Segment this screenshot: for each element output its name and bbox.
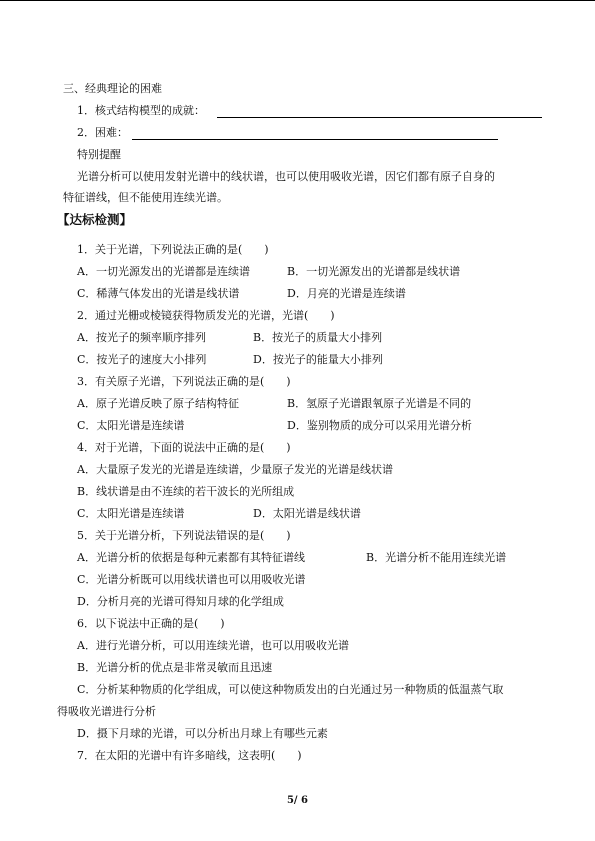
q7-stem: 7．在太阳的光谱中有许多暗线，这表明( )	[77, 749, 302, 762]
q3-option-b: B．氢原子光谱跟氧原子光谱是不同的	[287, 397, 472, 410]
header-rule	[0, 0, 595, 1]
q1-stem: 1．关于光谱，下列说法正确的是( )	[77, 243, 269, 256]
q5-option-b: B．光谱分析不能用连续光谱	[366, 551, 507, 564]
page-number: 5/ 6	[286, 795, 309, 806]
q2-stem: 2．通过光栅或棱镜获得物质发光的光谱，光谱( )	[77, 309, 335, 322]
q1-option-c: C．稀薄气体发出的光谱是线状谱	[77, 287, 240, 300]
q4-stem: 4．对于光谱，下面的说法中正确的是( )	[77, 441, 291, 454]
q5-option-c: C．光谱分析既可以用线状谱也可以用吸收光谱	[77, 573, 306, 586]
q3-stem: 3．有关原子光谱，下列说法正确的是( )	[77, 375, 291, 388]
item-2-label: 2．困难：	[77, 126, 128, 139]
q6-option-c-line2: 得吸收光谱进行分析	[57, 705, 156, 718]
section-heading: 三、经典理论的困难	[63, 82, 162, 95]
q6-option-c-line1: C．分析某种物质的化学组成，可以使这种物质发出的白光通过另一种物质的低温蒸气取	[77, 683, 504, 696]
q3-option-c: C．太阳光谱是连续谱	[77, 419, 185, 432]
q4-option-b: B．线状谱是由不连续的若干波长的光所组成	[77, 485, 295, 498]
q5-stem: 5．关于光谱分析，下列说法错误的是( )	[77, 529, 291, 542]
q2-option-a: A．按光子的频率顺序排列	[77, 331, 206, 344]
q6-option-b: B．光谱分析的优点是非常灵敏而且迅速	[77, 661, 273, 674]
q5-option-a: A．光谱分析的依据是每种元素都有其特征谱线	[77, 551, 305, 564]
item-1-answer-line	[217, 117, 542, 118]
q2-option-c: C．按光子的速度大小排列	[77, 353, 207, 366]
tip-line-1: 光谱分析可以使用发射光谱中的线状谱，也可以使用吸收光谱，因它们都有原子自身的	[77, 170, 495, 183]
item-2-answer-line	[132, 139, 498, 140]
q4-option-c: C．太阳光谱是连续谱	[77, 507, 185, 520]
q2-option-b: B．按光子的质量大小排列	[253, 331, 383, 344]
q4-option-a: A．大量原子发光的光谱是连续谱，少量原子发光的光谱是线状谱	[77, 463, 393, 476]
q4-option-d: D．太阳光谱是线状谱	[253, 507, 361, 520]
q6-stem: 6．以下说法中正确的是( )	[77, 617, 225, 630]
q3-option-d: D．鉴别物质的成分可以采用光谱分析	[287, 419, 472, 432]
item-1-label: 1．核式结构模型的成就：	[77, 104, 205, 117]
q5-option-d: D．分析月亮的光谱可得知月球的化学组成	[77, 595, 284, 608]
q6-option-d: D．摄下月球的光谱，可以分析出月球上有哪些元素	[77, 727, 328, 740]
q2-option-d: D．按光子的能量大小排列	[253, 353, 383, 366]
tip-line-2: 特征谱线，但不能使用连续光谱。	[63, 191, 228, 204]
q1-option-d: D．月亮的光谱是连续谱	[287, 287, 406, 300]
q3-option-a: A．原子光谱反映了原子结构特征	[77, 397, 239, 410]
q1-option-a: A．一切光源发出的光谱都是连续谱	[77, 265, 250, 278]
test-heading: 【达标检测】	[57, 212, 133, 227]
q1-option-b: B．一切光源发出的光谱都是线状谱	[287, 265, 461, 278]
q6-option-a: A．进行光谱分析，可以用连续光谱，也可以用吸收光谱	[77, 639, 349, 652]
tip-title: 特别提醒	[77, 148, 121, 161]
